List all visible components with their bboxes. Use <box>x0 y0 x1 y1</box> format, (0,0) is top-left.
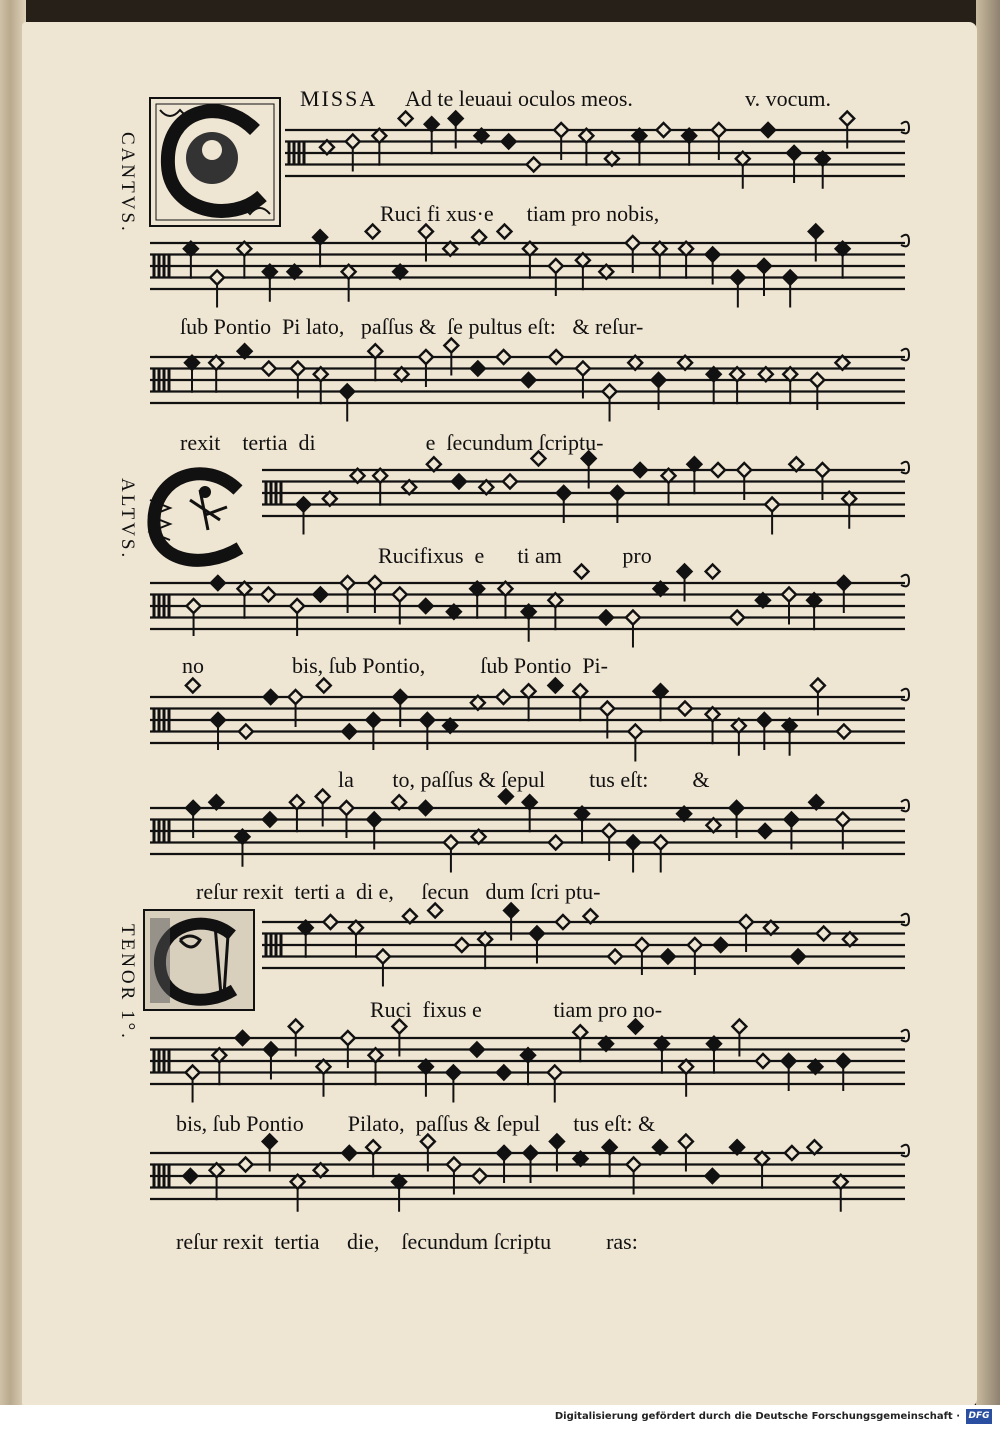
lyric-altus-line-2: no bis, ſub Pontio, ſub Pontio Pi- <box>182 653 608 678</box>
note-head <box>809 225 823 239</box>
note-head <box>737 463 751 477</box>
note-head <box>530 927 544 941</box>
lyric-cantus-line-1: Ruci fi xus·e tiam pro nobis, <box>380 201 660 226</box>
note-head <box>263 813 277 827</box>
note-head <box>444 339 458 353</box>
custos-icon <box>901 1030 909 1042</box>
note-head <box>548 679 562 693</box>
note-head <box>497 1146 511 1160</box>
note-head <box>626 611 640 625</box>
note-head <box>784 813 798 827</box>
note-head <box>473 1169 487 1183</box>
note-head <box>186 679 200 693</box>
note-head <box>261 588 275 602</box>
note-head <box>316 790 330 804</box>
note-head <box>291 362 305 376</box>
note-head <box>836 1054 850 1068</box>
note-head <box>757 259 771 273</box>
staff <box>285 112 909 189</box>
lyric-tenor-line-3: reſur rexit tertia die, ſecundum ſcriptu ras: <box>176 1229 638 1254</box>
initial-c-cantus <box>150 98 280 226</box>
staff <box>150 339 909 422</box>
note-head <box>782 1054 796 1068</box>
note-head <box>393 588 407 602</box>
note-head <box>419 801 433 815</box>
custos-icon <box>901 1145 909 1157</box>
lyric-altus-line-4: reſur rexit terti a di e, ſecun dum ſcri ptu- <box>196 879 601 904</box>
note-head <box>504 904 518 918</box>
note-head <box>187 599 201 613</box>
note-head <box>635 938 649 952</box>
note-head <box>317 679 331 693</box>
note-head <box>368 576 382 590</box>
note-head <box>211 713 225 727</box>
note-head <box>549 350 563 364</box>
lyric-altus-line-3: la to, paſſus & ſepul tus eſt: & <box>338 767 710 792</box>
staff <box>262 904 909 987</box>
note-head <box>548 1066 562 1080</box>
note-head <box>787 146 801 160</box>
note-head <box>527 158 541 172</box>
note-head <box>323 915 337 929</box>
voice-label-tenor: TENOR 1°. <box>117 924 138 1041</box>
footer-credit: Digitalisierung gefördert durch die Deutsche Forschungsgemeinschaft · <box>554 1411 960 1422</box>
note-head <box>470 1043 484 1057</box>
note-head <box>652 373 666 387</box>
note-head <box>428 904 442 918</box>
note-head <box>731 271 745 285</box>
note-head <box>712 123 726 137</box>
note-head <box>810 373 824 387</box>
dfg-logo: DFG <box>966 1409 992 1424</box>
note-head <box>419 225 433 239</box>
note-head <box>817 927 831 941</box>
note-head <box>452 475 466 489</box>
note-head <box>714 938 728 952</box>
note-head <box>679 1135 693 1149</box>
note-head <box>449 112 463 126</box>
note-head <box>758 824 772 838</box>
note-head <box>366 225 380 239</box>
note-head <box>497 225 511 239</box>
note-head <box>393 690 407 704</box>
note-head <box>313 588 327 602</box>
header-missa: MISSA <box>300 86 378 111</box>
note-head <box>186 801 200 815</box>
staff <box>150 679 909 762</box>
note-head <box>765 498 779 512</box>
note-head <box>421 1135 435 1149</box>
staff <box>150 1020 909 1103</box>
note-head <box>419 599 433 613</box>
custos-icon <box>901 914 909 926</box>
note-head <box>657 123 671 137</box>
note-head <box>399 112 413 126</box>
note-head <box>556 915 570 929</box>
note-head <box>342 725 356 739</box>
note-head <box>782 588 796 602</box>
note-head <box>815 463 829 477</box>
staff <box>150 790 909 873</box>
note-head <box>549 836 563 850</box>
note-head <box>420 713 434 727</box>
note-head <box>633 463 647 477</box>
note-head <box>340 385 354 399</box>
lyric-altus-line-1: Rucifixus e ti am pro <box>378 543 652 568</box>
note-head <box>627 1158 641 1172</box>
note-head <box>602 824 616 838</box>
note-head <box>730 801 744 815</box>
note-head <box>366 713 380 727</box>
note-head <box>346 135 360 149</box>
custos-icon <box>901 800 909 812</box>
initial-c-tenor <box>144 910 254 1010</box>
note-head <box>289 1020 303 1034</box>
note-head <box>297 498 311 512</box>
note-head <box>840 112 854 126</box>
note-head <box>600 702 614 716</box>
custos-icon <box>901 122 909 134</box>
note-head <box>524 1146 538 1160</box>
note-head <box>342 1146 356 1160</box>
note-head <box>688 938 702 952</box>
note-head <box>837 576 851 590</box>
note-head <box>263 1135 277 1149</box>
note-head <box>236 1031 250 1045</box>
custos-icon <box>901 235 909 247</box>
note-head <box>557 486 571 500</box>
digitization-footer <box>0 1405 1000 1429</box>
note-head <box>554 123 568 137</box>
header-title: Ad te leuaui oculos meos. <box>405 86 633 111</box>
note-head <box>210 271 224 285</box>
staff <box>150 225 909 308</box>
note-head <box>455 938 469 952</box>
lyric-tenor-line-2: bis, ſub Pontio Pilato, paſſus & ſepul tus eſt: & <box>176 1111 656 1136</box>
note-head <box>376 950 390 964</box>
voice-label-cantus: CANTVS. <box>117 132 138 234</box>
note-head <box>183 1169 197 1183</box>
note-head <box>341 576 355 590</box>
note-head <box>211 576 225 590</box>
note-head <box>341 1031 355 1045</box>
note-head <box>239 1158 253 1172</box>
note-head <box>608 950 622 964</box>
note-head <box>706 565 720 579</box>
note-head <box>522 373 536 387</box>
note-head <box>549 259 563 273</box>
note-head <box>730 611 744 625</box>
note-head <box>610 486 624 500</box>
note-head <box>290 599 304 613</box>
staff <box>150 565 909 648</box>
note-head <box>811 679 825 693</box>
note-head <box>626 236 640 250</box>
note-head <box>497 350 511 364</box>
note-head <box>599 611 613 625</box>
note-head <box>603 385 617 399</box>
note-head <box>783 271 797 285</box>
note-head <box>289 690 303 704</box>
note-head <box>239 725 253 739</box>
note-head <box>785 1146 799 1160</box>
note-head <box>837 725 851 739</box>
note-head <box>339 801 353 815</box>
note-head <box>678 702 692 716</box>
note-head <box>497 1066 511 1080</box>
note-head <box>732 1020 746 1034</box>
note-head <box>262 362 276 376</box>
header-vocum: v. vocum. <box>745 86 831 111</box>
note-head <box>626 836 640 850</box>
note-head <box>757 713 771 727</box>
note-head <box>791 950 805 964</box>
note-head <box>447 1158 461 1172</box>
note-head <box>739 915 753 929</box>
custos-icon <box>901 349 909 361</box>
staff <box>150 1135 909 1212</box>
note-head <box>711 463 725 477</box>
note-head <box>756 1054 770 1068</box>
custos-icon <box>901 462 909 474</box>
note-head <box>661 950 675 964</box>
note-head <box>836 813 850 827</box>
note-head <box>503 475 517 489</box>
note-head <box>446 1066 460 1080</box>
lyric-cantus-line-3: rexit tertia di e ſecundum ſcriptu- <box>180 430 604 455</box>
custos-icon <box>901 689 909 701</box>
staff <box>262 452 909 535</box>
note-head <box>576 362 590 376</box>
initial-c-altus <box>150 474 240 561</box>
note-head <box>419 350 433 364</box>
note-head <box>471 362 485 376</box>
note-head <box>264 1043 278 1057</box>
note-head <box>367 813 381 827</box>
note-head <box>550 1135 564 1149</box>
voice-label-altus: ALTVS. <box>117 478 138 561</box>
note-head <box>186 1066 200 1080</box>
note-head <box>705 1169 719 1183</box>
note-head <box>628 725 642 739</box>
note-head <box>706 248 720 262</box>
note-head <box>678 565 692 579</box>
note-head <box>502 135 516 149</box>
note-head <box>496 690 510 704</box>
lyric-cantus-line-2: ſub Pontio Pi lato, paſſus & ſe pultus eſt: & reſur- <box>180 314 644 339</box>
note-head <box>264 690 278 704</box>
note-head <box>761 123 775 137</box>
lyric-tenor-line-1: Ruci fixus e tiam pro no- <box>370 997 663 1022</box>
note-head <box>654 836 668 850</box>
note-head <box>444 836 458 850</box>
custos-icon <box>901 575 909 587</box>
